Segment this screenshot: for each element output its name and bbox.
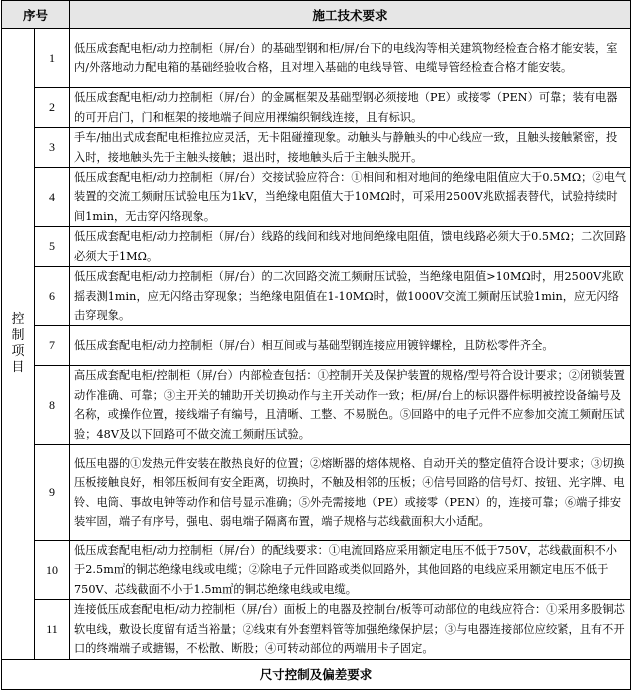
row-number: 2 [35, 88, 70, 128]
table-footer-row [2, 659, 631, 689]
row-number: 9 [35, 445, 70, 541]
row-number: 5 [35, 227, 70, 267]
section-footer-title: 尺寸控制及偏差要求 [2, 659, 631, 689]
table-row [2, 168, 631, 227]
header-requirement: 施工技术要求 [70, 1, 631, 29]
category-cell [2, 29, 35, 660]
requirement-text: 低压电器的①发热元件安装在散热良好的位置；②熔断器的熔体规格、自动开关的整定值符合设计要求；③切换压板接触良好，相邻压板间有安全距离，切换时，不触及相邻的压板；④信号回路的信号灯、按钮、光字牌、电铃、电筒、事故电钟等动作和信号显示准确；⑤外壳需接地（PE）或接零（PEN）的，连接可靠；⑥端子排安装牢固，端子有序号，强电、弱电端子隔离布置，端子规格与芯线截面积大小适配。 [70, 445, 631, 541]
requirement-text: 低压成套配电柜/动力控制柜（屏/台）的基础型钢和柜/屏/台下的电线沟等相关建筑物经检查合格才能安装，室内/外落地动力配电箱的基础经验收合格，且对埋入基础的电线导管、电缆导管经检查合格才能安装。 [70, 29, 631, 88]
requirement-text: 低压成套配电柜/动力控制柜（屏/台）线路的线间和线对地间绝缘电阻值，馈电线路必须大于0.5MΩ；二次回路必须大于1MΩ。 [70, 227, 631, 267]
table-header-row [2, 1, 631, 29]
table-row [2, 600, 631, 659]
table-row [2, 267, 631, 326]
requirement-text: 高压成套配电柜/控制柜（屏/台）内部检查包括：①控制开关及保护装置的规格/型号符合设计要求；②闭锁装置动作准确、可靠；③主开关的辅助开关切换动作与主开关动作一致；柜/屏/台上的标识器件标明被控设备编号及名称，或操作位置，接线端子有编号，且清晰、工整、不易脱色。⑤回路中的电子元件不应参加交流工频耐压试验；48V及以下回路可不做交流工频耐压试验。 [70, 366, 631, 445]
requirement-text: 低压成套配电柜/动力控制柜（屏/台）的配线要求：①电流回路应采用额定电压不低于750V，芯线截面积不小于2.5m㎡的铜芯绝缘电线或电缆；②除电子元件回路或类似回路外，其他回路的电线应采用额定电压不低于750V、芯线截面不小于1.5m㎡的铜芯绝缘电线或电缆。 [70, 541, 631, 600]
row-number: 11 [35, 600, 70, 659]
requirement-text: 低压成套配电柜/动力控制柜（屏/台）交接试验应符合：①相间和相对地间的绝缘电阻值应大于0.5MΩ；②电气装置的交流工频耐压试验电压为1kV，当绝缘电阻值大于10MΩ时，可采用2500V兆欧摇表替代，试验持续时间1min，无击穿闪络现象。 [70, 168, 631, 227]
row-number: 4 [35, 168, 70, 227]
table-row [2, 128, 631, 168]
header-index: 序号 [2, 1, 70, 29]
requirement-text: 手车/抽出式成套配电柜推拉应灵活，无卡阻碰撞现象。动触头与静触头的中心线应一致，且触头接触紧密，投入时，接地触头先于主触头接触；退出时，接地触头后于主触头脱开。 [70, 128, 631, 168]
table-row [2, 445, 631, 541]
row-number: 8 [35, 366, 70, 445]
table-row [2, 227, 631, 267]
requirement-text: 低压成套配电柜/动力控制柜（屏/台）的二次回路交流工频耐压试验，当绝缘电阻值>10MΩ时，用2500V兆欧摇表测1min，应无闪络击穿现象；当绝缘电阻值在1-10MΩ时，做1000V交流工频耐压试验1min，应无闪络击穿现象。 [70, 267, 631, 326]
table-row [2, 541, 631, 600]
row-number: 1 [35, 29, 70, 88]
row-number: 3 [35, 128, 70, 168]
construction-requirements-table [1, 0, 631, 690]
table-row [2, 366, 631, 445]
row-number: 7 [35, 326, 70, 366]
row-number: 10 [35, 541, 70, 600]
requirement-text: 低压成套配电柜/动力控制柜（屏/台）相互间或与基础型钢连接应用镀锌螺栓，且防松零件齐全。 [70, 326, 631, 366]
table-row [2, 29, 631, 88]
requirement-text: 低压成套配电柜/动力控制柜（屏/台）的金属框架及基础型钢必须接地（PE）或接零（PEN）可靠；装有电器的可开启门，门和框架的接地端子间应用裸编织铜线连接，且有标识。 [70, 88, 631, 128]
requirement-text: 连接低压成套配电柜/动力控制柜（屏/台）面板上的电器及控制台/板等可动部位的电线应符合：①采用多股铜芯软电线，敷设长度留有适当裕量；②线束有外套塑料管等加强绝缘保护层；③与电器连接部位应绞紧，且有不开口的终端端子或搪锡，不松散、断股；④可转动部位的两端用卡子固定。 [70, 600, 631, 659]
row-number: 6 [35, 267, 70, 326]
table-row [2, 326, 631, 366]
table-row [2, 88, 631, 128]
category-label: 控制项目 [11, 311, 25, 375]
